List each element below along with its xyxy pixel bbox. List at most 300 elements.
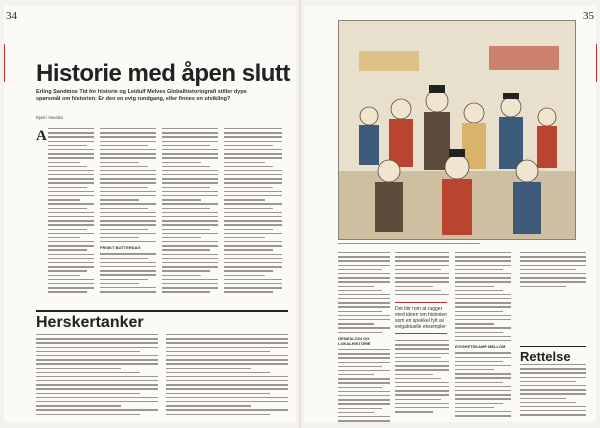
body-text-line [100,287,156,288]
body-text-line [224,291,273,292]
body-text-line [455,394,511,395]
body-text-line [455,369,494,370]
body-text-line [224,216,282,217]
body-text-line [520,260,586,261]
body-text-line [455,277,511,278]
body-text-line [224,229,273,230]
body-text-line [162,187,210,188]
body-text-line [166,368,251,369]
right-margin-marker [593,44,599,84]
body-text-line [224,237,265,238]
body-text-line [48,128,94,129]
body-text-line [162,245,218,246]
body-text-line [224,233,282,234]
body-text-line [224,279,282,280]
body-text-line [166,363,288,364]
sidebar-box [36,310,288,424]
body-text-line [455,256,511,257]
body-text-line [162,208,210,209]
body-text-line [162,254,218,255]
body-text-line [48,266,94,267]
body-text-line [100,283,139,284]
body-text-line [395,269,441,270]
body-text-line [338,353,390,354]
body-text-line [338,286,374,287]
body-text-line [100,262,156,263]
body-text-line [395,344,449,345]
body-text-line [166,405,251,406]
illustration-image [339,21,575,239]
body-text-line [48,275,80,276]
body-text-line [338,403,390,404]
body-text-line [338,281,390,282]
body-text-line [36,384,158,385]
body-text-line [224,245,282,246]
body-text-line [162,166,210,167]
historical-illustration [338,20,576,240]
body-text-line [224,174,282,175]
body-text-line [48,187,87,188]
section-subhead: FRISKT BUTTERDAG [100,245,141,251]
body-text-line [338,374,374,375]
body-text-line [455,265,511,266]
body-text-line [100,258,148,259]
body-text-line [395,374,433,375]
body-text-line [338,302,390,303]
body-text-line [455,407,494,408]
body-text-line [455,311,503,312]
body-text-line [520,389,586,390]
body-text-line [395,378,441,379]
body-text-line [166,359,288,360]
body-text-line [395,348,449,349]
body-text-line [455,273,511,274]
body-text-line [520,402,576,403]
body-text-line [100,153,156,154]
body-text-line [36,388,158,389]
body-text-line [166,334,288,335]
body-text-line [520,377,586,378]
body-text-line [100,237,139,238]
body-text-line [166,338,288,339]
body-text-line [162,212,218,213]
body-text-line [162,195,218,196]
body-text-line [100,141,156,142]
body-text-line [338,378,390,379]
body-text-line [100,199,139,200]
body-column-1 [48,128,94,296]
body-text-line [48,178,94,179]
body-text-line [162,128,218,129]
body-text-line [455,352,511,353]
body-text-line [395,340,449,341]
body-text-line [100,270,156,271]
body-text-line [520,286,566,287]
body-text-line [100,253,156,254]
body-text-line [166,397,288,398]
body-text-line [48,287,94,288]
body-column-2 [100,128,156,295]
body-text-line [520,414,586,415]
body-text-line [455,323,494,324]
body-text-line [162,266,218,267]
body-text-line [395,281,449,282]
body-text-line [455,398,511,399]
body-text-line [455,298,511,299]
body-text-line [455,252,511,253]
body-text-line [48,245,94,246]
body-text-line [455,332,503,333]
sidebar-column-2 [166,334,288,418]
body-text-line [166,414,270,415]
body-text-line [520,385,586,386]
body-text-line [338,260,390,261]
right-body-column-4 [520,252,586,290]
body-text-line [100,203,156,204]
body-text-line [48,208,87,209]
left-margin-marker [1,44,7,84]
body-text-line [520,273,586,274]
body-text-line [100,220,156,221]
body-text-line [224,283,282,284]
body-text-line [100,132,156,133]
body-text-line [338,382,390,383]
body-text-line [224,266,282,267]
body-text-line [48,216,94,217]
body-text-line [338,387,382,388]
body-text-line [224,153,282,154]
body-text-line [162,170,218,171]
body-text-line [338,315,390,316]
body-text-line [36,372,140,373]
body-text-line [338,399,390,400]
body-text-line [48,229,87,230]
body-text-line [520,269,576,270]
body-text-line [224,187,273,188]
body-text-line [36,409,158,410]
body-text-line [224,141,282,142]
body-text-line [338,269,382,270]
pull-quote: Det blir rom at rugger med ideen om historien som en spekkel fylt av evigaktuelle eksempler [395,302,447,334]
right-body-column-1 [338,252,390,424]
body-text-line [224,220,282,221]
body-text-line [224,249,273,250]
body-text-line [455,306,511,307]
body-text-line [36,342,158,343]
body-text-line [100,216,156,217]
section-subhead: GENEALOGI OG LOKALHISTORIE [338,335,371,346]
body-text-line [166,401,288,402]
body-text-line [395,365,449,366]
body-text-line [166,384,288,385]
body-text-line [48,220,94,221]
right-body-column-3 [455,252,511,419]
body-text-line [48,224,94,225]
drop-cap: A [36,128,47,144]
body-text-line [48,212,94,213]
body-text-line [395,411,433,412]
correction-text [520,364,586,418]
body-text-line [48,195,94,196]
body-text-line [338,323,374,324]
body-text-line [48,157,94,158]
body-text-line [455,377,511,378]
body-text-line [166,388,288,389]
body-text-line [36,380,158,381]
body-text-line [36,355,158,356]
body-text-line [395,353,449,354]
body-text-line [162,153,218,154]
body-text-line [100,166,148,167]
body-text-line [455,390,511,391]
sidebar-column-1 [36,334,158,418]
body-text-line [455,411,511,412]
body-column-4 [224,128,282,296]
body-text-line [395,252,449,253]
body-text-line [162,145,210,146]
body-text-line [100,266,156,267]
body-text-line [338,391,390,392]
right-page-number: 35 [583,10,594,22]
body-text-line [224,170,282,171]
body-text-line [162,157,218,158]
body-text-line [224,224,282,225]
body-text-line [455,294,511,295]
body-text-line [36,363,158,364]
body-text-line [455,260,511,261]
body-text-line [36,338,158,339]
body-text-line [162,233,218,234]
body-text-line [48,162,80,163]
article-headline: Historie med åpen slutt [36,60,290,87]
body-text-line [48,270,87,271]
body-text-line [224,258,282,259]
body-text-line [48,132,94,133]
body-text-line [48,182,94,183]
body-text-line [48,283,94,284]
body-text-line [338,298,390,299]
body-text-line [520,393,586,394]
body-text-line [48,141,94,142]
body-text-line [48,149,94,150]
body-text-line [224,203,282,204]
body-text-line [395,403,449,404]
body-text-line [100,149,156,150]
body-text-line [395,407,449,408]
body-text-line [48,170,94,171]
body-text-line [100,191,156,192]
body-text-line [162,262,218,263]
body-text-line [166,380,288,381]
body-text-line [338,366,382,367]
body-text-line [48,237,80,238]
body-text-line [455,340,511,341]
body-text-line [455,386,511,387]
body-text-line [166,355,288,356]
body-text-line [100,187,148,188]
body-text-line [100,208,148,209]
body-text-line [48,166,87,167]
body-text-line [520,398,566,399]
body-text-line [338,256,390,257]
body-text-line [520,406,586,407]
body-text-line [224,262,282,263]
image-caption-area [338,243,574,247]
body-text-line [395,394,449,395]
body-text-line [455,365,511,366]
body-text-line [338,370,390,371]
body-text-line [520,256,586,257]
body-text-line [48,203,94,204]
body-text-line [520,277,586,278]
body-text-line [48,174,94,175]
right-body-column-2b [395,340,449,415]
body-text-line [162,162,201,163]
body-text-line [520,368,586,369]
body-text-line [224,270,273,271]
body-text-line [455,361,503,362]
body-text-line [48,249,87,250]
body-text-line [162,191,218,192]
body-text-line [338,412,374,413]
body-text-line [162,279,218,280]
body-text-line [224,178,282,179]
body-text-line [224,145,273,146]
body-text-line [162,132,218,133]
body-text-line [100,182,156,183]
body-text-line [395,382,449,383]
body-text-line [395,399,441,400]
body-text-line [395,286,433,287]
body-text-line [162,283,218,284]
body-text-line [455,269,503,270]
body-column-3 [162,128,218,296]
body-text-line [395,256,449,257]
body-text-line [338,395,390,396]
body-text-line [100,145,148,146]
body-text-line [224,191,282,192]
body-text-line [166,351,270,352]
body-text-line [48,254,94,255]
body-text-line [162,136,218,137]
body-text-line [162,270,210,271]
body-text-line [395,260,449,261]
body-text-line [455,327,511,328]
body-text-line [48,145,87,146]
body-text-line [338,327,390,328]
body-text-line [36,376,158,377]
body-text-line [162,182,218,183]
page-gutter [299,0,301,428]
body-text-line [395,361,449,362]
body-text-line [224,182,282,183]
body-text-line [48,279,94,280]
correction-title: Rettelse [520,346,586,364]
body-text-line [224,162,265,163]
body-text-line [520,410,586,411]
body-text-line [36,351,140,352]
body-text-line [224,157,282,158]
body-text-line [455,286,494,287]
body-text-line [162,224,218,225]
body-text-line [100,162,139,163]
body-text-line [455,302,511,303]
body-text-line [338,306,390,307]
body-text-line [338,290,382,291]
body-text-line [338,311,382,312]
body-text-line [162,178,218,179]
body-text-line [162,220,218,221]
body-text-line [395,369,449,370]
body-text-line [100,178,156,179]
body-text-line [520,381,576,382]
body-text-line [520,252,586,253]
body-text-line [224,195,282,196]
body-text-line [338,294,390,295]
body-text-line [520,364,586,365]
body-text-line [338,416,390,417]
body-text-line [455,319,511,320]
right-body-column-2 [395,252,449,298]
article-deck: Erling Sandmos Tid for historie og Leidulf Melves Globalhistoriografi stiller dype spørsmål om historien: Er den en evig rundgang, eller finnes en utvikling? [36,89,247,102]
body-text-line [338,332,382,333]
body-text-line [455,382,503,383]
body-text-line [395,277,449,278]
body-text-line [166,376,288,377]
body-text-line [36,397,158,398]
body-text-line [455,357,511,358]
body-text-line [224,287,282,288]
body-text-line [224,199,265,200]
body-text-line [395,273,449,274]
body-text-line [224,212,282,213]
body-text-line [100,174,156,175]
body-text-line [100,291,156,292]
body-text-line [338,273,390,274]
body-text-line [338,252,390,253]
body-text-line [48,233,94,234]
body-text-line [166,347,288,348]
body-text-line [36,414,140,415]
body-text-line [100,128,156,129]
body-text-line [338,349,390,350]
left-page-number: 34 [6,10,17,22]
body-text-line [224,132,282,133]
body-text-line [100,170,156,171]
body-text-line [224,128,282,129]
body-text-line [162,141,218,142]
body-text-line [455,281,511,282]
body-text-line [48,241,94,242]
body-text-line [162,275,201,276]
body-text-line [224,166,273,167]
body-text-line [395,294,449,295]
body-text-line [338,277,390,278]
body-text-line [338,408,382,409]
body-text-line [162,287,218,288]
body-text-line [224,208,273,209]
article-byline: Bjørn Vassbø [36,115,63,120]
body-text-line [338,265,390,266]
body-text-line [162,229,210,230]
body-text-line [100,195,156,196]
body-text-line [48,199,80,200]
section-subhead: EVIGHETSKAMP MELLOM [455,344,506,350]
body-text-line [162,291,210,292]
body-text-line [455,403,503,404]
body-text-line [100,279,148,280]
body-text-line [166,372,270,373]
